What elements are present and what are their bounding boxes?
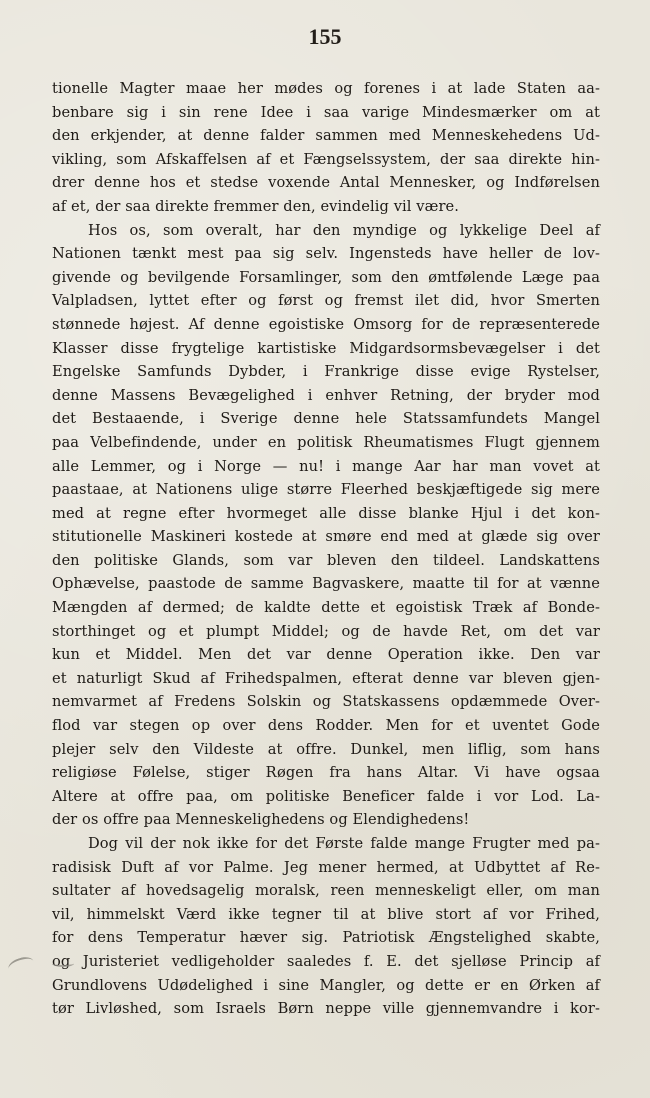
page-number: 155 (308, 24, 342, 49)
text-line: Hos os, som overalt, har den myndige og lykkelige Deel af (88, 221, 600, 239)
text-line: Engelske Samfunds Dybder, i Frankrige disse evige Rystelser, (52, 363, 600, 381)
text-line: alle Lemmer, og i Norge — nu! i mange Aar har man vovet at (52, 457, 600, 475)
text-line: af et, der saa direkte fremmer den, evindelig vil være. (52, 197, 460, 215)
text-line: med at regne efter hvormeget alle disse blanke Hjul i det kon- (52, 504, 600, 522)
text-line: religiøse Følelse, stiger Røgen fra hans Altar. Vi have ogsaa (52, 764, 600, 782)
text-line: for dens Temperatur hæver sig. Patriotisk Ængstelighed skabte, (52, 929, 600, 947)
text-line: Valpladsen, lyttet efter og først og fremst ilet did, hvor Smerten (52, 292, 600, 310)
text-line: tør Livløshed, som Israels Børn neppe ville gjennemvandre i kor- (52, 1000, 600, 1018)
text-line: benbare sig i sin rene Idee i saa varige Mindesmærker om at (52, 103, 600, 121)
text-line: flod var stegen op over dens Rodder. Men for et uventet Gode (52, 717, 600, 735)
text-line: vil, himmelskt Værd ikke tegner til at blive stort af vor Frihed, (52, 905, 600, 923)
text-line: det Bestaaende, i Sverige denne hele Statssamfundets Mangel (52, 410, 600, 428)
text-line: Nationen tænkt mest paa sig selv. Ingensteds have heller de lov- (52, 245, 600, 263)
text-line: der os offre paa Menneskelighedens og Elendighedens! (52, 811, 470, 829)
text-line: paa Velbefindende, under en politisk Rheumatismes Flugt gjennem (52, 433, 600, 451)
text-line: stitutionelle Maskineri kostede at smøre end med at glæde sig over (52, 528, 600, 546)
pencil-margin-mark (6, 954, 35, 975)
text-line: denne Massens Bevægelighed i enhver Retning, der bryder mod (52, 386, 600, 404)
text-line: Grundlovens Udødelighed i sine Mangler, og dette er en Ørken af (52, 976, 600, 994)
text-line: Dog vil der nok ikke for det Første falde mange Frugter med pa- (88, 835, 600, 852)
text-line: og Juristeriet vedligeholder saaledes f. E. det sjelløse Princip af (52, 952, 600, 970)
text-line: kun et Middel. Men det var denne Operation ikke. Den var (52, 646, 600, 664)
text-line: stønnede højest. Af denne egoistiske Omsorg for de repræsenterede (52, 315, 600, 333)
text-line: radisisk Duft af vor Palme. Jeg mener hermed, at Udbyttet af Re- (52, 858, 600, 876)
text-line: Altere at offre paa, om politiske Beneficer falde i vor Lod. La- (52, 787, 600, 805)
text-line: Ophævelse, paastode de samme Bagvaskere, maatte til for at vænne (52, 575, 600, 593)
text-line: drer denne hos et stedse voxende Antal Mennesker, og Indførelsen (52, 174, 600, 192)
text-line: givende og bevilgende Forsamlinger, som den ømtfølende Læge paa (52, 268, 600, 286)
text-line: Klasser disse frygtelige kartistiske Midgardsormsbevægelser i det (52, 339, 600, 357)
text-line: et naturligt Skud af Frihedspalmen, efterat denne var bleven gjen- (52, 669, 600, 687)
text-line: tionelle Magter maae her mødes og forenes i at lade Staten aa- (52, 80, 600, 97)
text-line: storthinget og et plumpt Middel; og de havde Ret, om det var (52, 622, 600, 640)
text-line: paastaae, at Nationens ulige større Fleerhed beskjæftigede sig mere (52, 481, 600, 499)
text-line: vikling, som Afskaffelsen af et Fængselssystem, der saa direkte hin- (52, 150, 600, 168)
text-line: den erkjender, at denne falder sammen med Menneskehedens Ud- (52, 127, 600, 145)
text-line: Mængden af dermed; de kaldte dette et egoistisk Træk af Bonde- (52, 599, 600, 617)
pencil-underline-mark (52, 960, 74, 967)
text-line: den politiske Glands, som var bleven den tildeel. Landskattens (52, 551, 600, 569)
text-line: sultater af hovedsagelig moralsk, reen menneskeligt eller, om man (52, 882, 600, 900)
text-line: nemvarmet af Fredens Solskin og Statskassens opdæmmede Over- (52, 693, 600, 711)
text-line: plejer selv den Vildeste at offre. Dunkel, men liflig, som hans (52, 740, 600, 758)
body-text (52, 77, 600, 1021)
